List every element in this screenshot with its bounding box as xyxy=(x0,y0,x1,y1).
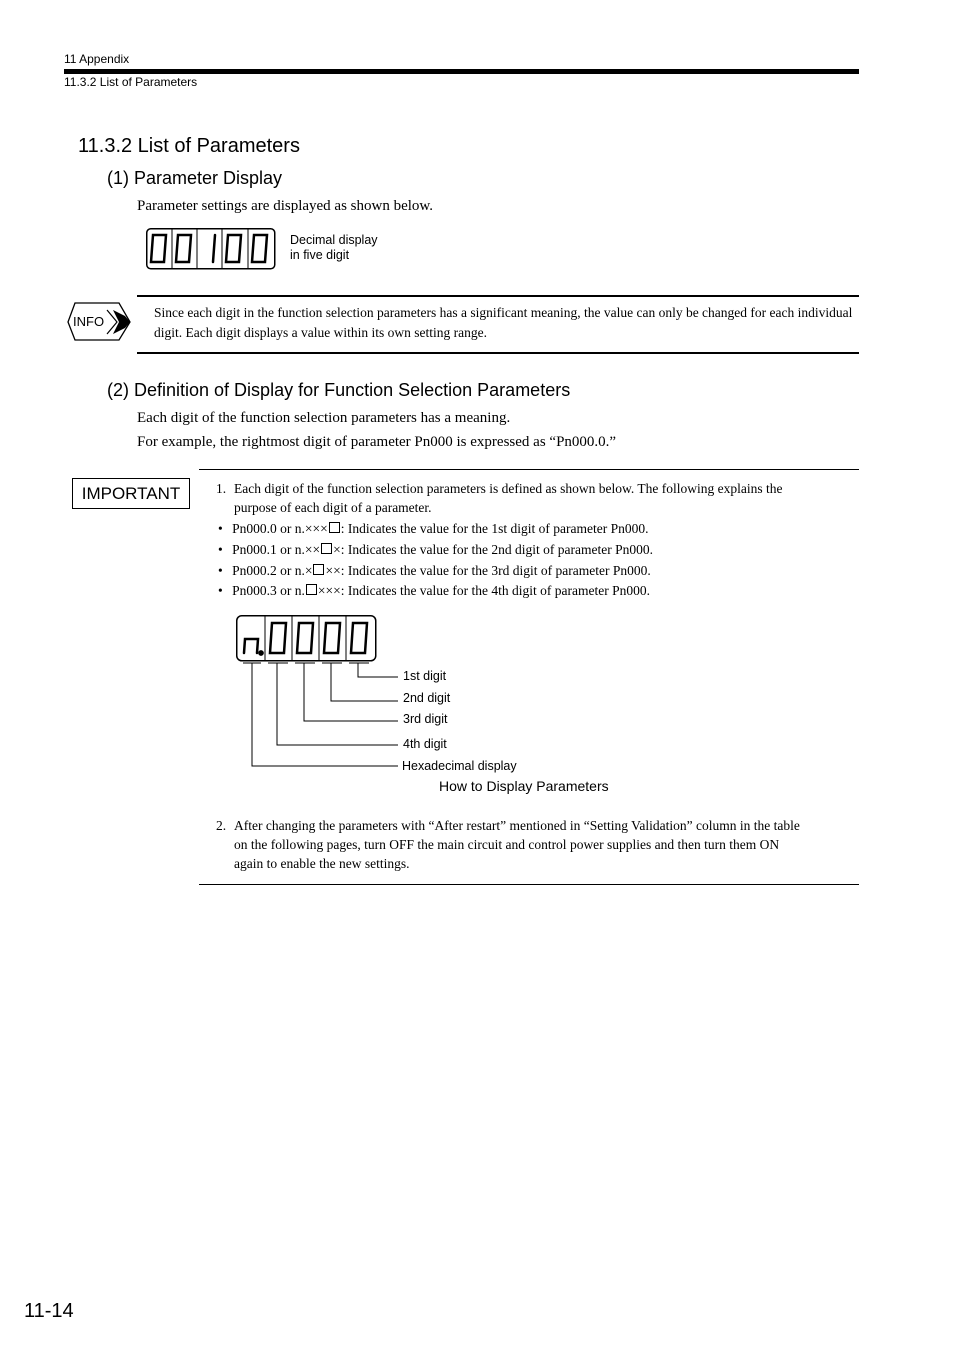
important-top-rule xyxy=(199,469,859,470)
digit-zero xyxy=(270,623,286,653)
running-header-section: 11.3.2 List of Parameters xyxy=(64,75,198,89)
item-1-line1: Each digit of the function selection parameters is defined as shown below. The following explains the xyxy=(234,481,783,496)
definition-line1: Each digit of the function selection parameters has a meaning. xyxy=(137,410,511,426)
leader-1st-digit xyxy=(358,663,398,677)
header-rule xyxy=(64,69,859,74)
parameter-display-intro: Parameter settings are displayed as shown below. xyxy=(137,198,434,214)
important-item-1 xyxy=(216,479,226,498)
item-2-line1: After changing the parameters with “After restart” mentioned in “Setting Validation” column in the table xyxy=(234,818,800,833)
hex-seven-segment-display-figure xyxy=(236,615,406,771)
running-header-chapter: 11 Appendix xyxy=(64,52,130,66)
subsection-heading-definition: (2) Definition of Display for Function Selection Parameters xyxy=(107,380,571,400)
leader-2nd-digit xyxy=(331,663,398,701)
decimal-point xyxy=(259,651,262,654)
bullet-1-pre: Pn000.0 or n.××× xyxy=(232,521,328,536)
decimal-seven-segment-display xyxy=(146,228,276,270)
bullet-2 xyxy=(218,542,653,558)
digit-zero xyxy=(252,235,267,262)
bullet-4-post: ×××: Indicates the value for the 4th digit of parameter Pn000. xyxy=(317,583,650,598)
leader-hex-display xyxy=(252,663,398,766)
digit-zero xyxy=(176,235,191,262)
placeholder-square-icon xyxy=(321,543,332,554)
placeholder-square-icon xyxy=(329,522,340,533)
bullet-2-post: ×: Indicates the value for the 2nd digit of parameter Pn000. xyxy=(333,542,653,557)
leader-4th-digit xyxy=(277,663,398,745)
bullet-3 xyxy=(218,563,651,579)
letter-n-segment xyxy=(244,639,258,653)
digit-one xyxy=(213,235,215,262)
bullet-4-pre: Pn000.3 or n. xyxy=(232,583,305,598)
label-3rd-digit: 3rd digit xyxy=(403,712,448,726)
item-2-line2: on the following pages, turn OFF the main circuit and control power supplies and then turn them ON xyxy=(234,837,780,852)
placeholder-square-icon xyxy=(306,584,317,595)
item-number: 1. xyxy=(216,481,227,496)
leader-3rd-digit xyxy=(304,663,398,721)
label-1st-digit: 1st digit xyxy=(403,669,447,683)
bullet-3-post: ××: Indicates the value for the 3rd digit of parameter Pn000. xyxy=(325,563,651,578)
subsection-heading-parameter-display: (1) Parameter Display xyxy=(107,168,283,188)
digit-zero xyxy=(351,623,367,653)
placeholder-square-icon xyxy=(313,564,324,575)
item-number: 2. xyxy=(216,818,227,833)
bullet-symbol: • xyxy=(218,583,223,598)
important-item-1-text xyxy=(234,479,854,517)
bullet-1 xyxy=(218,521,649,537)
definition-line2: For example, the rightmost digit of parameter Pn000 is expressed as “Pn000.0.” xyxy=(137,434,617,450)
important-item-2-text xyxy=(234,816,854,873)
bullet-4 xyxy=(218,583,650,599)
bullet-symbol: • xyxy=(218,542,223,557)
important-label: IMPORTANT xyxy=(72,478,190,509)
page-number: 11-14 xyxy=(24,1300,74,1322)
digit-zero xyxy=(151,235,166,262)
decimal-display-caption-line2: in five digit xyxy=(290,248,350,262)
figure-caption: How to Display Parameters xyxy=(439,778,609,794)
label-4th-digit: 4th digit xyxy=(403,737,447,751)
bullet-symbol: • xyxy=(218,521,223,536)
decimal-display-caption-line1: Decimal display xyxy=(290,233,378,247)
label-hexadecimal-display: Hexadecimal display xyxy=(402,759,517,773)
bullet-2-pre: Pn000.1 or n.×× xyxy=(232,542,321,557)
info-icon-label: INFO xyxy=(73,314,105,329)
digit-zero xyxy=(226,235,241,262)
decimal-display-caption xyxy=(290,233,378,263)
bullet-1-post: : Indicates the value for the 1st digit of parameter Pn000. xyxy=(340,521,649,536)
item-1-line2: purpose of each digit of a parameter. xyxy=(234,500,432,515)
info-text: Since each digit in the function selection parameters has a significant meaning, the value can only be changed for each individual digit. Each digit displays a value within its own setting range. xyxy=(154,305,853,340)
bullet-3-pre: Pn000.2 or n.× xyxy=(232,563,313,578)
item-2-line3: again to enable the new settings. xyxy=(234,856,410,871)
section-title: 11.3.2 List of Parameters xyxy=(78,135,300,157)
important-bottom-rule xyxy=(199,884,859,885)
bullet-symbol: • xyxy=(218,563,223,578)
digit-zero xyxy=(297,623,313,653)
label-2nd-digit: 2nd digit xyxy=(403,691,451,705)
digit-zero xyxy=(324,623,340,653)
important-item-2 xyxy=(216,816,226,835)
info-bottom-rule xyxy=(137,352,859,354)
info-top-rule xyxy=(137,295,859,297)
